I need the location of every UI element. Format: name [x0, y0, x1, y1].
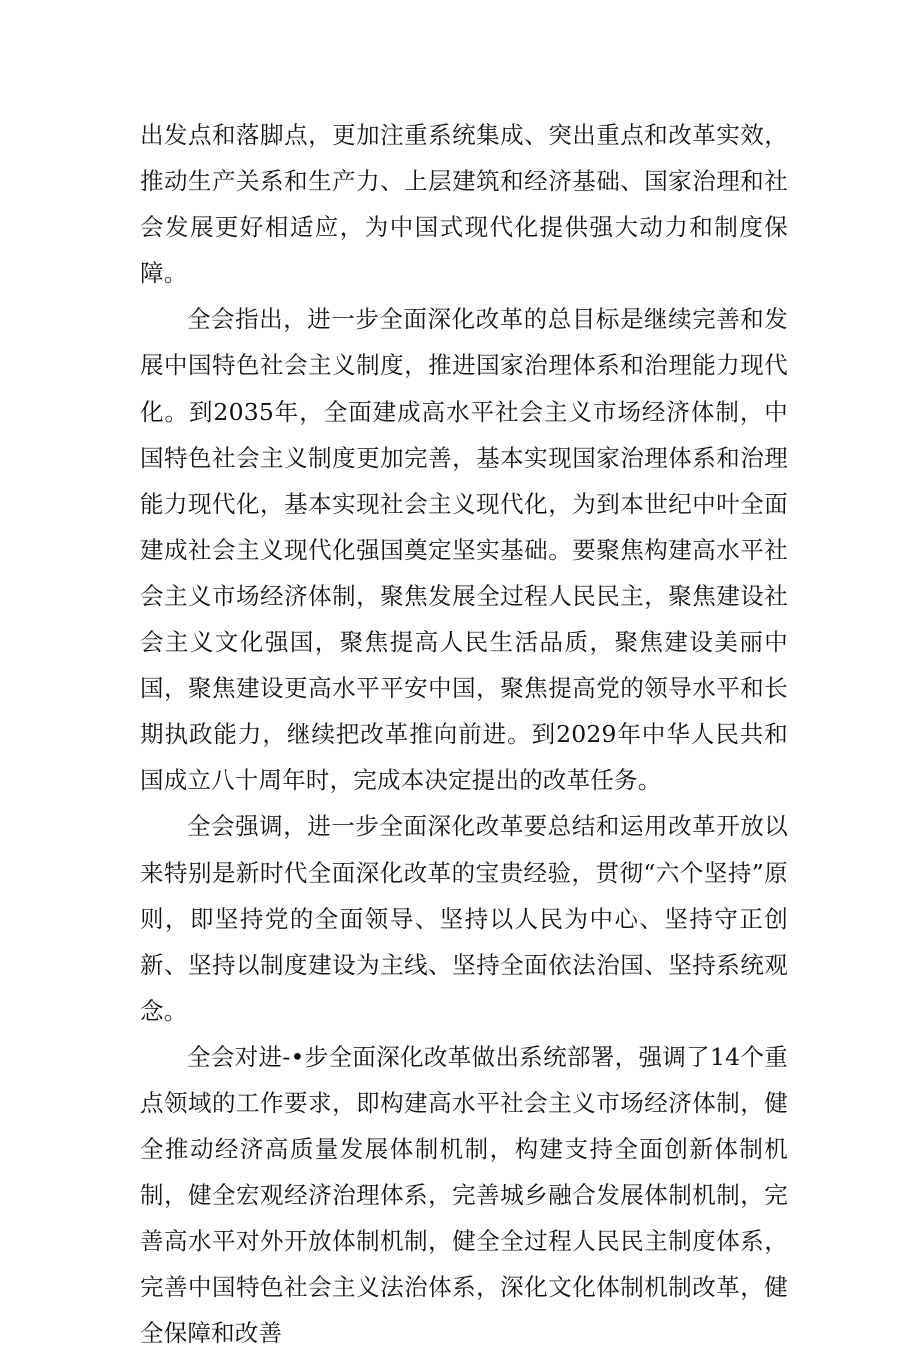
paragraph-2: 全会指出，进一步全面深化改革的总目标是继续完善和发展中国特色社会主义制度，推进国家治理体系和治理能力现代化。到2035年，全面建成高水平社会主义市场经济体制，中国特色社会主义制度更加完善，基本实现国家治理体系和治理能力现代化，基本实现社会主义现代化，为到本世纪中叶全面建成社会主义现代化强国奠定坚实基础。要聚焦构建高水平社会主义市场经济体制，聚焦发展全过程人民民主，聚焦建设社会主义文化强国，聚焦提高人民生活品质，聚焦建设美丽中国，聚焦建设更高水平平安中国，聚焦提高党的领导水平和长期执政能力，继续把改革推向前进。到2029年中华人民共和国成立八十周年时，完成本决定提出的改革任务。	[140, 305, 788, 795]
body-text	[140, 112, 788, 1357]
paragraph-1: 出发点和落脚点，更加注重系统集成、突出重点和改革实效，推动生产关系和生产力、上层建筑和经济基础、国家治理和社会发展更好相适应，为中国式现代化提供强大动力和制度保障。	[140, 121, 788, 288]
paragraph-3: 全会强调，进一步全面深化改革要总结和运用改革开放以来特别是新时代全面深化改革的宝贵经验，贯彻“六个坚持”原则，即坚持党的全面领导、坚持以人民为中心、坚持守正创新、坚持以制度建设为主线、坚持全面依法治国、坚持系统观念。	[140, 812, 788, 1025]
paragraph-4: 全会对进-•步全面深化改革做出系统部署，强调了14个重点领域的工作要求，即构建高水平社会主义市场经济体制，健全推动经济高质量发展体制机制，构建支持全面创新体制机制，健全宏观经济治理体系，完善城乡融合发展体制机制，完善高水平对外开放体制机制，健全全过程人民民主制度体系，完善中国特色社会主义法治体系，深化文化体制机制改革，健全保障和改善	[140, 1042, 788, 1348]
